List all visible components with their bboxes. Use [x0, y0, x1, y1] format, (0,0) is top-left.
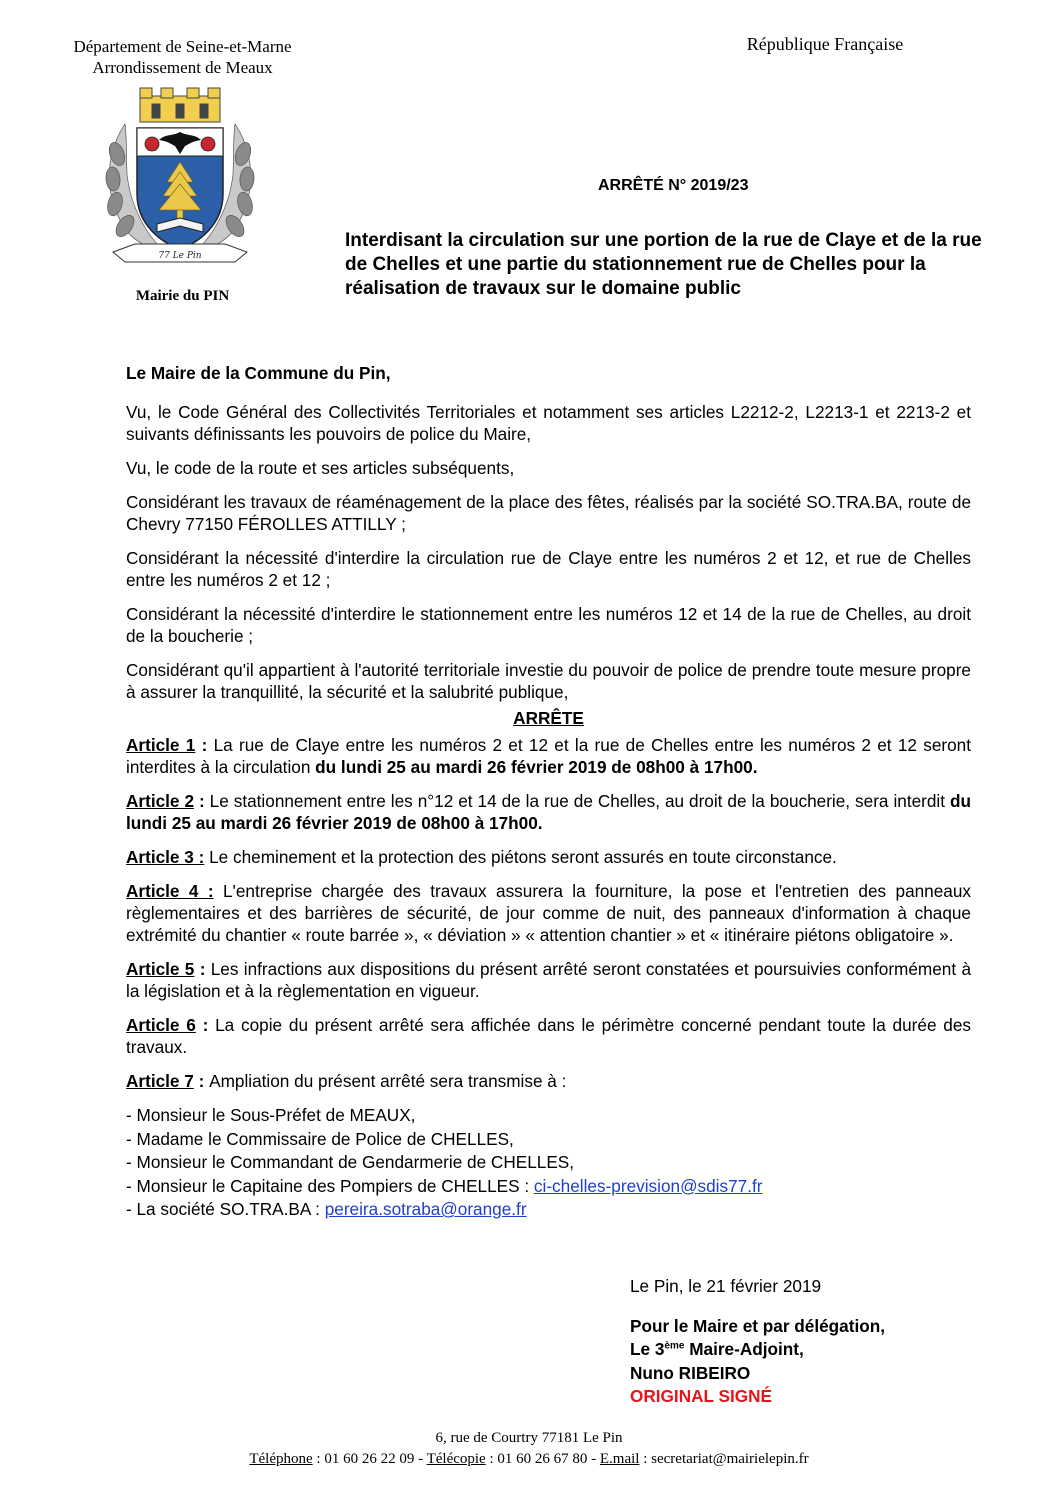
department-header: [40, 36, 325, 78]
article-label: Article 6: [126, 1015, 196, 1035]
footer-email: : secretariat@mairielepin.fr: [639, 1451, 809, 1467]
document-body: [126, 362, 971, 1222]
distribution-recipient: - Monsieur le Sous-Préfet de MEAUX,: [126, 1105, 416, 1125]
consideration-paragraph: Vu, le code de la route et ses articles subséquents,: [126, 458, 515, 478]
distribution-item: [126, 1104, 971, 1128]
distribution-item: [126, 1151, 971, 1175]
distribution-item: [126, 1128, 971, 1152]
phone-label: Téléphone: [249, 1451, 313, 1467]
fax-label: Télécopie: [426, 1451, 486, 1467]
article-text: Le stationnement entre les n°12 et 14 de la rue de Chelles, au droit de la boucherie, sera interdit: [209, 791, 950, 811]
article-text: La rue de Claye entre les numéros 2 et 12 et la rue de Chelles entre les numéros 2 et 12 seront interdites à la circulation: [126, 735, 972, 777]
distribution-item: [126, 1175, 971, 1199]
adjoint-prefix: Le 3: [630, 1339, 665, 1359]
footer-address: 6, rue de Courtry 77181 Le Pin: [435, 1430, 623, 1446]
article-label: Article 4 :: [126, 881, 214, 901]
distribution-recipient: - La société SO.TRA.BA :: [126, 1199, 325, 1219]
fax-number: : 01 60 26 67 80 -: [485, 1451, 600, 1467]
article-6: [126, 1014, 971, 1058]
article-separator: :: [195, 735, 214, 755]
adjoint-title: Maire-Adjoint,: [684, 1339, 804, 1359]
article-separator: :: [194, 959, 211, 979]
distribution-recipient: - Monsieur le Commandant de Gendarmerie de CHELLES,: [126, 1152, 575, 1172]
article-label: Article 5: [126, 959, 195, 979]
arrete-number: ARRÊTÉ N° 2019/23: [598, 177, 749, 194]
article-text: La copie du présent arrêté sera affichée dans le périmètre concerné pendant toute la durée des travaux.: [126, 1015, 972, 1057]
consideration-paragraph: Vu, le Code Général des Collectivités Territoriales et notamment ses articles L2212-2, L2213-1 et 2213-2 et suivants définissants les pouvoirs de police du Maire,: [126, 402, 971, 444]
article-2: [126, 790, 971, 834]
consideration-paragraph: Considérant les travaux de réaménagement de la place des fêtes, réalisés par la société SO.TRA.BA, route de Chevry 77150 FÉROLLES ATTILLY ;: [126, 492, 971, 534]
email-link[interactable]: pereira.sotraba@orange.fr: [324, 1199, 527, 1219]
distribution-list: [126, 1104, 971, 1222]
consideration-paragraph: Considérant qu'il appartient à l'autorité territoriale investie du pouvoir de police de prendre toute mesure propre à assurer la tranquillité, la sécurité et la salubrité publique,: [126, 660, 971, 702]
footer-contact: [0, 1451, 1058, 1468]
adjoint-line: [630, 1338, 885, 1362]
article-label: Article 1: [126, 735, 196, 755]
republic-label: République Française: [746, 34, 904, 54]
consideration-paragraph: Considérant la nécessité d'interdire le stationnement entre les numéros 12 et 14 de la rue de Chelles, au droit de la boucherie ;: [126, 604, 971, 646]
distribution-item: [126, 1198, 971, 1222]
article-bold-text: du lundi 25 au mardi 26 février 2019 de 08h00 à 17h00.: [126, 791, 971, 833]
article-7: [126, 1070, 971, 1092]
department-name: Département de Seine-et-Marne: [73, 37, 292, 56]
arrete-subject: Interdisant la circulation sur une portion de la rue de Claye et de la rue de Chelles et une partie du stationnement rue de Chelles pour la réalisation de travaux sur le domaine public: [345, 230, 982, 299]
article-label: Article 7: [126, 1071, 194, 1091]
article-5: [126, 958, 971, 1002]
mairie-label: Mairie du PIN: [135, 288, 230, 304]
arrondissement-name: Arrondissement de Meaux: [92, 58, 273, 77]
signatory-name: Nuno RIBEIRO: [630, 1362, 751, 1383]
email-link[interactable]: ci-chelles-prevision@sdis77.fr: [533, 1175, 763, 1196]
original-signed-stamp: ORIGINAL SIGNÉ: [630, 1386, 772, 1406]
article-text: Le cheminement et la protection des piétons seront assurés en toute circonstance.: [209, 847, 837, 867]
adjoint-ordinal: ème: [664, 1340, 685, 1352]
article-text: L'entreprise chargée des travaux assurera la fourniture, la pose et l'entretien des panneaux règlementaires et des barrières de sécurité, de jour comme de nuit, des panneaux d'information à chaque extrémité du chantier « route barrée », « déviation » « attention chantier » et « itinéraire piétons obligatoire ».: [126, 881, 972, 945]
consideration-paragraph: Considérant la nécessité d'interdire la circulation rue de Claye entre les numéros 2 et 12, et rue de Chelles entre les numéros 2 et 12 ;: [126, 548, 971, 590]
article-4: [126, 880, 971, 946]
article-label: Article 3 :: [126, 847, 205, 867]
coat-of-arms-logo: [95, 84, 265, 274]
article-text: Les infractions aux dispositions du présent arrêté seront constatées et poursuivies conformément à la législation et à la règlementation en vigueur.: [126, 959, 972, 1001]
article-separator: :: [195, 1015, 216, 1035]
article-label: Article 2: [126, 791, 195, 811]
article-text: Ampliation du présent arrêté sera transmise à :: [209, 1071, 567, 1091]
mayor-heading: Le Maire de la Commune du Pin,: [126, 363, 391, 383]
article-separator: [214, 881, 223, 901]
email-label: E.mail: [599, 1451, 640, 1467]
signature-block: [630, 1275, 885, 1409]
place-date: Le Pin, le 21 février 2019: [630, 1276, 822, 1296]
distribution-recipient: - Monsieur le Capitaine des Pompiers de CHELLES :: [126, 1175, 534, 1196]
distribution-recipient: - Madame le Commissaire de Police de CHELLES,: [126, 1128, 514, 1149]
article-separator: :: [193, 1071, 210, 1091]
decree-heading: ARRÊTE: [513, 708, 584, 728]
article-3: [126, 846, 971, 868]
crest-motto: 77 Le Pin: [158, 251, 202, 261]
phone-number: : 01 60 26 22 09 -: [312, 1451, 427, 1467]
delegation-line: Pour le Maire et par délégation,: [630, 1315, 886, 1336]
article-1: [126, 734, 971, 778]
article-bold-text: du lundi 25 au mardi 26 février 2019 de 08h00 à 17h00.: [315, 757, 758, 777]
article-separator: :: [194, 791, 210, 811]
